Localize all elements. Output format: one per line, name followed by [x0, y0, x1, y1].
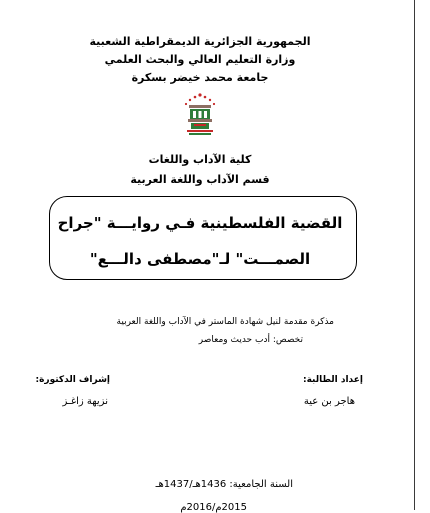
department-heading: قسم الآداب واللغة العربية	[130, 173, 270, 186]
supervisor-label: إشراف الدكتورة:	[35, 375, 110, 385]
page-edge-divider	[414, 0, 415, 510]
republic-heading: الجمهورية الجزائرية الديمقراطية الشعبية	[89, 35, 311, 48]
student-label: إعداد الطالبة:	[303, 375, 363, 385]
student-name: هاجر بن عية	[303, 396, 355, 407]
academic-year: السنة الجامعية: 1436هـ/1437هـ	[155, 479, 293, 490]
faculty-heading: كلية الآداب واللغات	[148, 153, 252, 166]
academic-year-gregorian: 2015م/2016م	[180, 502, 247, 513]
university-heading: جامعة محمد خيضر بسكرة	[131, 71, 269, 84]
thesis-specialty: تخصص: أدب حديث ومعاصر	[198, 335, 303, 345]
thesis-title-line-1: القضية الفلسطينية فـي روايـــة "جراح	[57, 214, 343, 232]
university-logo-icon	[180, 92, 220, 140]
thesis-title-line-2: الصمـــت" لـ"مصطفى دالـــع"	[89, 250, 311, 268]
supervisor-name: نزيهة زاغـز	[62, 396, 108, 407]
ministry-heading: وزارة التعليم العالي والبحث العلمي	[104, 53, 296, 66]
thesis-description: مذكرة مقدمة لنيل شهادة الماستر في الآداب واللغة العربية	[116, 317, 334, 327]
